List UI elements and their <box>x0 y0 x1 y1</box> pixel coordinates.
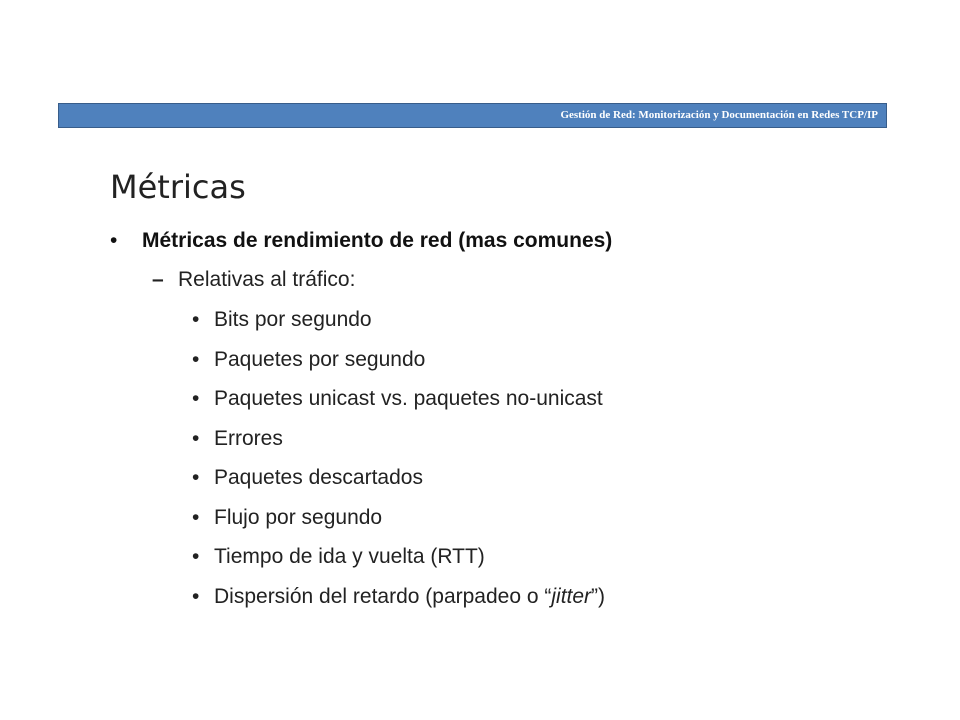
bullet-dot: • <box>192 347 200 371</box>
list-item-text-suffix: ”) <box>591 584 606 608</box>
bullet-dot: • <box>192 308 200 331</box>
bullet-level1 <box>110 229 612 253</box>
list-item <box>192 545 605 585</box>
header-title: Gestión de Red: Monitorización y Documentación en Redes TCP/IP <box>560 109 878 121</box>
list-item-text: Paquetes por segundo <box>214 347 426 371</box>
header-bar <box>58 103 887 128</box>
list-item-text: Bits por segundo <box>214 308 372 331</box>
bullet-dot: • <box>192 545 200 568</box>
list-item-text-prefix: Dispersión del retardo (parpadeo o “ <box>214 584 552 608</box>
list-item-text: Paquetes unicast vs. paquetes no-unicast <box>214 387 603 410</box>
bullet-level1-text: Métricas de rendimiento de red (mas comunes) <box>142 229 613 252</box>
bullet-level2-text: Relativas al tráfico: <box>178 268 356 291</box>
bullet-dot: • <box>192 584 200 608</box>
bullet-dot: • <box>192 466 200 489</box>
bullet-level2 <box>152 268 355 292</box>
list-item-text: Paquetes descartados <box>214 466 423 489</box>
list-item <box>192 466 605 506</box>
list-item-text: Errores <box>214 426 283 450</box>
list-item <box>192 308 605 348</box>
slide-title: Métricas <box>110 168 246 206</box>
list-item-text-emphasis: jitter <box>551 584 592 608</box>
list-item <box>192 427 605 467</box>
list-item <box>192 585 605 625</box>
list-item-text: Flujo por segundo <box>214 505 383 529</box>
list-item <box>192 506 605 546</box>
list-item <box>192 348 605 388</box>
bullet-dash: – <box>152 268 164 291</box>
bullet-dot: • <box>192 426 200 450</box>
bullet-dot: • <box>192 505 200 529</box>
metrics-list <box>192 308 605 624</box>
bullet-dot: • <box>110 229 118 252</box>
bullet-dot: • <box>192 387 200 410</box>
list-item <box>192 387 605 427</box>
list-item-text: Tiempo de ida y vuelta (RTT) <box>214 545 485 568</box>
